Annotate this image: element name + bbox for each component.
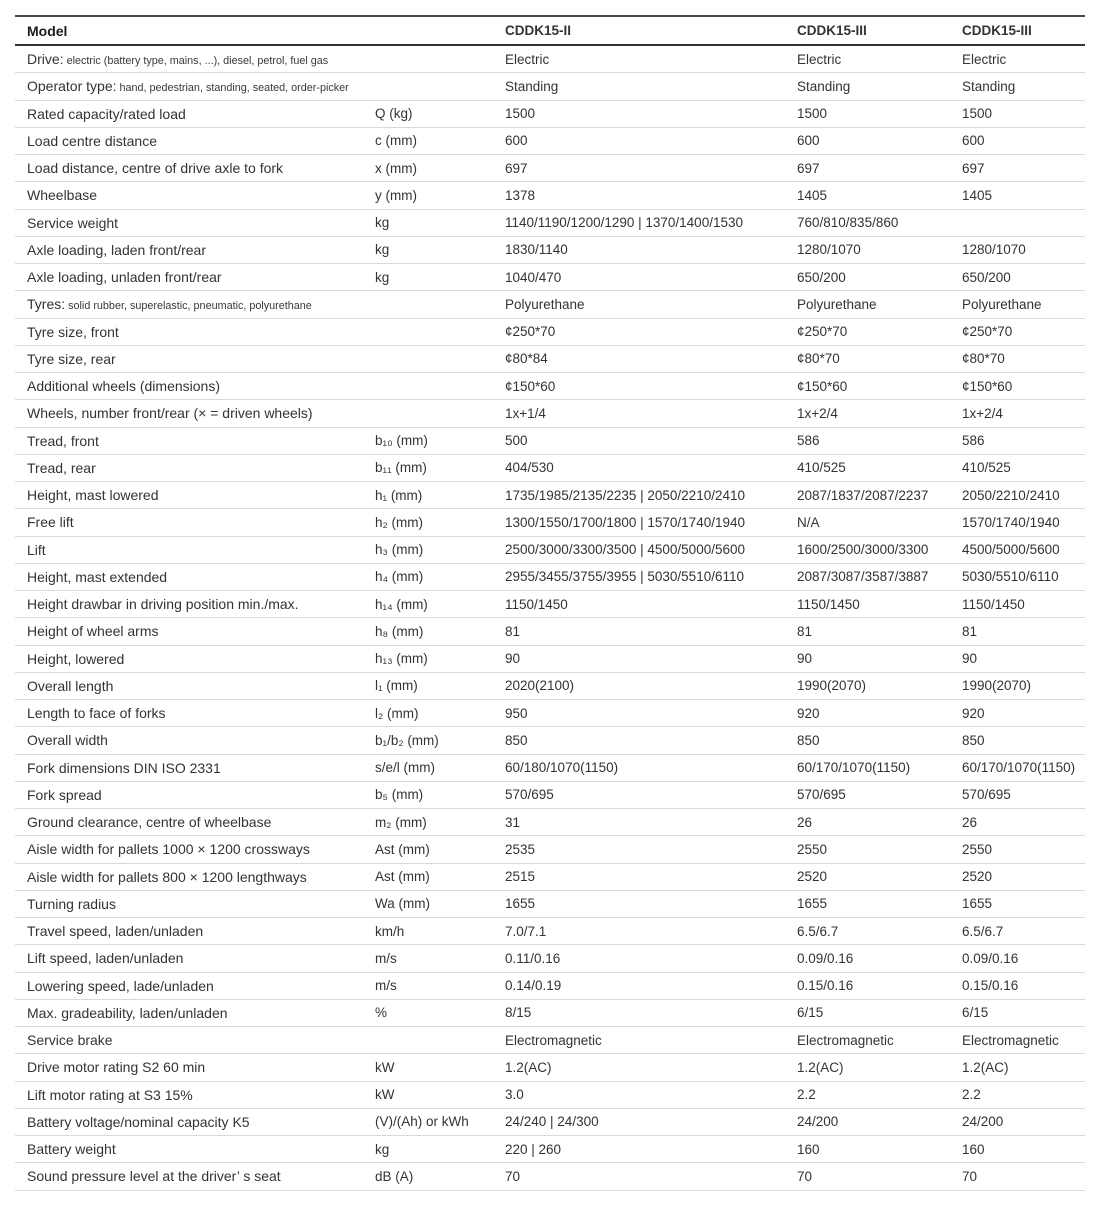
spec-unit-cell: m₂ (mm) [375,814,427,830]
value-cell-cddk15-iii-1: 410/525 [797,460,846,476]
spec-name-cell [15,1059,375,1075]
spec-label: Service weight [27,214,119,231]
value-cell-cddk15-iii-2: Electromagnetic [962,1032,1059,1048]
spec-name-cell [15,1141,375,1157]
spec-name-cell [15,106,375,122]
table-row [15,46,1085,73]
value-cell-cddk15-iii-1: 1405 [797,187,828,203]
spec-unit-cell: b₅ (mm) [375,787,424,803]
spec-unit-cell: h₁ (mm) [375,487,423,503]
spec-unit-cell: Ast (mm) [375,841,430,857]
spec-name-cell [15,1087,375,1103]
table-row [15,809,1085,836]
spec-label: Length to face of forks [27,705,166,722]
value-cell-cddk15-iii-1: 1.2(AC) [797,1059,844,1075]
value-cell-cddk15-iii-1: 1150/1450 [797,596,860,612]
spec-name-cell [15,950,375,966]
table-row [15,428,1085,455]
value-cell-cddk15-ii: 850 [505,732,528,748]
spec-label: Aisle width for pallets 1000 × 1200 crossways [27,841,310,858]
spec-name-cell [15,542,375,558]
value-cell-cddk15-iii-1: 1990(2070) [797,678,867,694]
value-cell-cddk15-iii-1: 70 [797,1168,813,1184]
table-row [15,727,1085,754]
value-cell-cddk15-ii: ¢250*70 [505,324,556,340]
spec-name-cell [15,460,375,476]
value-cell-cddk15-iii-1: 6/15 [797,1005,824,1021]
table-row [15,945,1085,972]
table-row [15,591,1085,618]
spec-unit-cell: kg [375,242,390,258]
spec-unit-cell: l₂ (mm) [375,705,419,721]
spec-label: Overall width [27,732,108,749]
table-row [15,482,1085,509]
spec-unit-cell: Q (kg) [375,106,413,122]
table-row [15,237,1085,264]
value-cell-cddk15-ii: 1140/1190/1200/1290 | 1370/1400/1530 [505,215,743,231]
spec-name-cell [15,1114,375,1130]
spec-unit-cell: h₃ (mm) [375,542,424,558]
spec-label: Height drawbar in driving position min./max. [27,596,299,613]
spec-label: Free lift [27,514,74,531]
spec-unit-cell: b₁/b₂ (mm) [375,732,439,748]
value-cell-cddk15-iii-1: 697 [797,160,820,176]
value-cell-cddk15-iii-2: 6/15 [962,1005,989,1021]
spec-unit-cell: % [375,1005,388,1021]
value-cell-cddk15-iii-1: 1500 [797,106,828,122]
value-cell-cddk15-iii-1: ¢250*70 [797,324,848,340]
spec-name-cell [15,51,375,67]
spec-unit-cell: s/e/l (mm) [375,760,435,776]
value-cell-cddk15-ii: 3.0 [505,1087,524,1103]
spec-unit-cell: Ast (mm) [375,869,430,885]
table-row [15,291,1085,318]
table-row [15,755,1085,782]
value-cell-cddk15-ii: 950 [505,705,528,721]
spec-sublabel: hand, pedestrian, standing, seated, order-picker [119,82,349,95]
spec-name-cell [15,841,375,857]
table-row [15,836,1085,863]
spec-label: Lift speed, laden/unladen [27,950,184,967]
value-cell-cddk15-ii: 1378 [505,187,536,203]
spec-label: Load distance, centre of drive axle to fork [27,160,284,177]
value-cell-cddk15-iii-2: 6.5/6.7 [962,923,1004,939]
table-row [15,1000,1085,1027]
value-cell-cddk15-iii-1: 600 [797,133,820,149]
spec-unit-cell: y (mm) [375,187,417,203]
spec-unit-cell: dB (A) [375,1168,414,1184]
spec-unit-cell: h₂ (mm) [375,514,423,530]
value-cell-cddk15-iii-2: 4500/5000/5600 [962,542,1060,558]
value-cell-cddk15-ii: Electromagnetic [505,1032,602,1048]
spec-unit-cell: b₁₁ (mm) [375,460,427,476]
value-cell-cddk15-iii-1: 6.5/6.7 [797,923,839,939]
value-cell-cddk15-ii: 70 [505,1168,521,1184]
value-cell-cddk15-ii: ¢150*60 [505,378,556,394]
value-cell-cddk15-iii-2: 1405 [962,187,993,203]
spec-label: Fork spread [27,786,102,803]
table-row [15,155,1085,182]
value-cell-cddk15-iii-2: Standing [962,78,1016,94]
spec-name-cell [15,514,375,530]
value-cell-cddk15-ii: 2500/3000/3300/3500 | 4500/5000/5600 [505,542,745,558]
spec-name-cell [15,705,375,721]
spec-name-cell [15,651,375,667]
value-cell-cddk15-iii-1: Standing [797,78,851,94]
value-cell-cddk15-iii-2: 1x+2/4 [962,405,1003,421]
spec-name-cell [15,269,375,285]
table-row [15,782,1085,809]
header-model: Model [27,22,68,39]
spec-name-cell [15,1032,375,1048]
value-cell-cddk15-iii-2: 81 [962,623,978,639]
value-cell-cddk15-iii-1: N/A [797,514,820,530]
value-cell-cddk15-iii-2: 1.2(AC) [962,1059,1009,1075]
spec-table [15,15,1085,1191]
table-row [15,618,1085,645]
spec-name-cell [15,678,375,694]
value-cell-cddk15-ii: Standing [505,78,559,94]
spec-name-cell [15,787,375,803]
spec-label: Tyre size, front [27,323,119,340]
value-cell-cddk15-ii: Polyurethane [505,296,585,312]
value-cell-cddk15-iii-2: 920 [962,705,985,721]
value-cell-cddk15-iii-2: 2550 [962,841,993,857]
spec-label: Additional wheels (dimensions) [27,378,220,395]
spec-name-cell [15,896,375,912]
spec-name-cell [15,378,375,394]
value-cell-cddk15-iii-2: 1280/1070 [962,242,1026,258]
table-row [15,346,1085,373]
value-cell-cddk15-iii-2: 160 [962,1141,985,1157]
value-cell-cddk15-ii: 220 | 260 [505,1141,562,1157]
value-cell-cddk15-ii: 24/240 | 24/300 [505,1114,599,1130]
value-cell-cddk15-ii: 2020(2100) [505,678,575,694]
value-cell-cddk15-ii: 0.11/0.16 [505,950,561,966]
value-cell-cddk15-ii: 570/695 [505,787,554,803]
value-cell-cddk15-ii: 1655 [505,896,536,912]
value-cell-cddk15-iii-1: 0.15/0.16 [797,978,854,994]
value-cell-cddk15-iii-1: ¢80*70 [797,351,840,367]
value-cell-cddk15-iii-2: ¢80*70 [962,351,1005,367]
value-cell-cddk15-ii: 404/530 [505,460,554,476]
spec-name-cell [15,978,375,994]
spec-unit-cell: m/s [375,978,397,994]
value-cell-cddk15-iii-2: 570/695 [962,787,1011,803]
value-cell-cddk15-iii-1: 0.09/0.16 [797,950,854,966]
spec-name-cell [15,487,375,503]
header-col-cddk15-iii-1: CDDK15-III [797,23,867,38]
table-row [15,1163,1085,1190]
spec-name-cell [15,760,375,776]
value-cell-cddk15-iii-2: 1570/1740/1940 [962,514,1060,530]
table-row [15,210,1085,237]
value-cell-cddk15-ii: 7.0/7.1 [505,923,547,939]
value-cell-cddk15-ii: 500 [505,433,528,449]
value-cell-cddk15-ii: 81 [505,623,521,639]
value-cell-cddk15-iii-1: 920 [797,705,820,721]
value-cell-cddk15-iii-1: 81 [797,623,813,639]
value-cell-cddk15-iii-2: 70 [962,1168,978,1184]
value-cell-cddk15-iii-2: 600 [962,133,985,149]
spec-name-cell [15,596,375,612]
table-row [15,73,1085,100]
table-row [15,264,1085,291]
spec-label: Drive motor rating S2 60 min [27,1059,206,1076]
spec-label: Height of wheel arms [27,623,159,640]
spec-name-cell [15,187,375,203]
spec-label: Tread, rear [27,459,96,476]
spec-name-cell [15,1005,375,1021]
table-row [15,1054,1085,1081]
value-cell-cddk15-ii: 1150/1450 [505,596,568,612]
spec-name-cell [15,1168,375,1184]
spec-label: Max. gradeability, laden/unladen [27,1004,228,1021]
header-col-cddk15-ii: CDDK15-II [505,23,572,38]
value-cell-cddk15-ii: 2955/3455/3755/3955 | 5030/5510/6110 [505,569,744,585]
spec-unit-cell: h₁₃ (mm) [375,651,428,667]
value-cell-cddk15-iii-2: 60/170/1070(1150) [962,760,1076,776]
table-row [15,128,1085,155]
spec-name-cell [15,215,375,231]
spec-unit-cell: l₁ (mm) [375,678,418,694]
spec-label: Travel speed, laden/unladen [27,923,204,940]
value-cell-cddk15-ii: 2535 [505,841,536,857]
value-cell-cddk15-ii: 697 [505,160,528,176]
table-row [15,564,1085,591]
spec-unit-cell: (V)/(Ah) or kWh [375,1114,469,1130]
value-cell-cddk15-ii: 1300/1550/1700/1800 | 1570/1740/1940 [505,514,745,530]
value-cell-cddk15-iii-2: 0.09/0.16 [962,950,1019,966]
value-cell-cddk15-iii-2: 5030/5510/6110 [962,569,1059,585]
spec-label: Battery voltage/nominal capacity K5 [27,1113,250,1130]
spec-unit-cell: x (mm) [375,160,417,176]
value-cell-cddk15-iii-1: 2087/1837/2087/2237 [797,487,929,503]
spec-name-cell [15,351,375,367]
table-row [15,1082,1085,1109]
value-cell-cddk15-iii-1: Electric [797,51,842,67]
value-cell-cddk15-iii-2: 90 [962,651,978,667]
spec-unit-cell: c (mm) [375,133,417,149]
value-cell-cddk15-ii: 2515 [505,869,536,885]
table-row [15,182,1085,209]
value-cell-cddk15-iii-1: 760/810/835/860 [797,215,899,231]
value-cell-cddk15-iii-1: 850 [797,732,820,748]
value-cell-cddk15-ii: 1500 [505,106,536,122]
value-cell-cddk15-iii-1: 2550 [797,841,828,857]
value-cell-cddk15-iii-1: 2087/3087/3587/3887 [797,569,929,585]
value-cell-cddk15-iii-1: ¢150*60 [797,378,848,394]
spec-label: Rated capacity/rated load [27,105,186,122]
value-cell-cddk15-iii-2: 697 [962,160,985,176]
table-row [15,973,1085,1000]
value-cell-cddk15-iii-1: 1280/1070 [797,242,861,258]
spec-label: Axle loading, unladen front/rear [27,269,222,286]
table-row [15,101,1085,128]
value-cell-cddk15-iii-1: 160 [797,1141,820,1157]
value-cell-cddk15-ii: 600 [505,133,528,149]
spec-name-cell [15,133,375,149]
spec-name-cell [15,814,375,830]
value-cell-cddk15-iii-2: ¢250*70 [962,324,1013,340]
spec-label: Wheels, number front/rear (× = driven wheels) [27,405,313,422]
value-cell-cddk15-iii-1: 586 [797,433,820,449]
spec-name-cell [15,869,375,885]
value-cell-cddk15-iii-2: 24/200 [962,1114,1004,1130]
value-cell-cddk15-iii-2: 586 [962,433,985,449]
table-row [15,509,1085,536]
value-cell-cddk15-ii: 1830/1140 [505,242,568,258]
spec-unit-cell: kW [375,1059,395,1075]
spec-label: Height, lowered [27,650,125,667]
spec-label: Sound pressure level at the driver’ s seat [27,1168,281,1185]
table-row [15,537,1085,564]
table-row [15,319,1085,346]
value-cell-cddk15-iii-2: 2520 [962,869,993,885]
value-cell-cddk15-iii-2: 650/200 [962,269,1011,285]
value-cell-cddk15-ii: 1x+1/4 [505,405,546,421]
spec-unit-cell: Wa (mm) [375,896,430,912]
value-cell-cddk15-iii-2: 1655 [962,896,993,912]
value-cell-cddk15-ii: 1735/1985/2135/2235 | 2050/2210/2410 [505,487,745,503]
table-row [15,400,1085,427]
spec-label: Height, mast lowered [27,487,159,504]
value-cell-cddk15-ii: 1.2(AC) [505,1059,552,1075]
spec-name-cell [15,78,375,94]
value-cell-cddk15-iii-1: Polyurethane [797,296,877,312]
spec-unit-cell: kg [375,215,390,231]
value-cell-cddk15-iii-1: 2.2 [797,1087,816,1103]
value-cell-cddk15-iii-2: 1150/1450 [962,596,1025,612]
spec-unit-cell: kg [375,1141,390,1157]
table-row [15,1109,1085,1136]
spec-unit-cell: h₁₄ (mm) [375,596,428,612]
value-cell-cddk15-ii: 8/15 [505,1005,532,1021]
table-row [15,455,1085,482]
value-cell-cddk15-ii: ¢80*84 [505,351,548,367]
spec-unit-cell: h₄ (mm) [375,569,424,585]
spec-name-cell [15,623,375,639]
spec-label: Height, mast extended [27,568,168,585]
value-cell-cddk15-iii-2: Electric [962,51,1007,67]
value-cell-cddk15-iii-1: 60/170/1070(1150) [797,760,911,776]
spec-label: Lowering speed, lade/unladen [27,977,214,994]
spec-label: Turning radius [27,895,116,912]
spec-label: Tyre size, rear [27,350,116,367]
value-cell-cddk15-iii-2: ¢150*60 [962,378,1013,394]
value-cell-cddk15-iii-1: 650/200 [797,269,846,285]
value-cell-cddk15-iii-2: 0.15/0.16 [962,978,1019,994]
value-cell-cddk15-iii-1: 1x+2/4 [797,405,838,421]
table-header-row [15,15,1085,46]
spec-label: Aisle width for pallets 800 × 1200 lengthways [27,868,307,885]
value-cell-cddk15-iii-2: 410/525 [962,460,1011,476]
spec-label: Ground clearance, centre of wheelbase [27,814,272,831]
spec-name-cell [15,433,375,449]
spec-sublabel: electric (battery type, mains, ...), diesel, petrol, fuel gas [66,55,329,68]
spec-label: Load centre distance [27,132,157,149]
table-row [15,891,1085,918]
spec-unit-cell: kg [375,269,390,285]
spec-label: Axle loading, laden front/rear [27,241,206,258]
table-row [15,373,1085,400]
spec-label: Tread, front [27,432,99,449]
value-cell-cddk15-iii-2: 1500 [962,106,993,122]
spec-unit-cell: m/s [375,950,397,966]
value-cell-cddk15-ii: 60/180/1070(1150) [505,760,619,776]
value-cell-cddk15-iii-2: 850 [962,732,985,748]
spec-name-cell [15,324,375,340]
table-row [15,673,1085,700]
spec-label: Service brake [27,1032,113,1049]
spec-label: Battery weight [27,1141,116,1158]
value-cell-cddk15-iii-1: 2520 [797,869,828,885]
value-cell-cddk15-ii: Electric [505,51,550,67]
spec-label: Overall length [27,677,114,694]
table-row [15,918,1085,945]
spec-sublabel: solid rubber, superelastic, pneumatic, polyurethane [68,300,312,313]
spec-name-cell [15,732,375,748]
spec-label: Tyres: [27,296,66,313]
value-cell-cddk15-iii-1: 26 [797,814,813,830]
spec-name-cell [15,160,375,176]
table-row [15,864,1085,891]
spec-label: Wheelbase [27,187,98,204]
value-cell-cddk15-ii: 1040/470 [505,269,562,285]
value-cell-cddk15-iii-2: 2.2 [962,1087,981,1103]
header-col-cddk15-iii-2: CDDK15-III [962,23,1032,38]
value-cell-cddk15-ii: 0.14/0.19 [505,978,562,994]
spec-name-cell [15,923,375,939]
table-row [15,1027,1085,1054]
table-row [15,646,1085,673]
spec-unit-cell: b₁₀ (mm) [375,433,428,449]
spec-name-cell [15,296,375,312]
spec-label: Lift motor rating at S3 15% [27,1086,193,1103]
value-cell-cddk15-iii-1: 90 [797,651,813,667]
spec-label: Drive: [27,51,64,68]
spec-name-cell [15,242,375,258]
spec-unit-cell: h₈ (mm) [375,623,424,639]
spec-unit-cell: km/h [375,923,405,939]
table-row [15,1136,1085,1163]
value-cell-cddk15-iii-2: 2050/2210/2410 [962,487,1060,503]
spec-table-body [15,46,1085,1191]
value-cell-cddk15-iii-1: 24/200 [797,1114,839,1130]
spec-label: Lift [27,541,46,558]
spec-label: Operator type: [27,78,117,95]
value-cell-cddk15-iii-1: 570/695 [797,787,846,803]
value-cell-cddk15-iii-2: 26 [962,814,978,830]
spec-label: Fork dimensions DIN ISO 2331 [27,759,221,776]
value-cell-cddk15-iii-1: 1655 [797,896,828,912]
value-cell-cddk15-iii-2: Polyurethane [962,296,1042,312]
spec-name-cell [15,569,375,585]
spec-name-cell [15,405,375,421]
table-row [15,700,1085,727]
value-cell-cddk15-ii: 90 [505,651,521,667]
value-cell-cddk15-iii-1: Electromagnetic [797,1032,894,1048]
value-cell-cddk15-ii: 31 [505,814,521,830]
spec-unit-cell: kW [375,1087,395,1103]
value-cell-cddk15-iii-1: 1600/2500/3000/3300 [797,542,929,558]
value-cell-cddk15-iii-2: 1990(2070) [962,678,1032,694]
